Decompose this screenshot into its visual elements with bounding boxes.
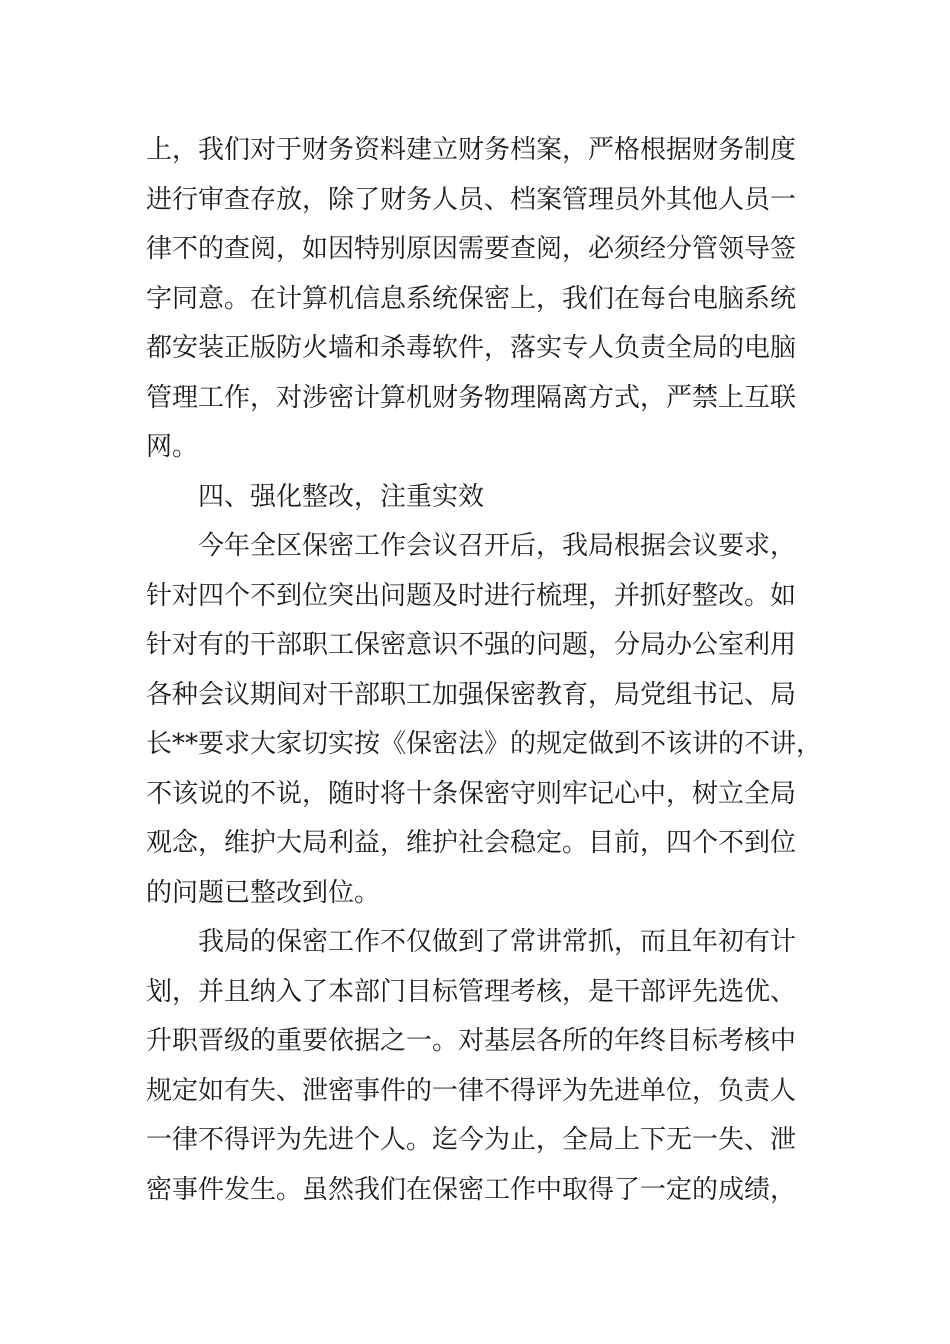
- text-line-11: 针对有的干部职工保密意识不强的问题，分局办公室利用: [146, 630, 797, 660]
- text-line-4: 字同意。在计算机信息系统保密上，我们在每台电脑系统: [146, 284, 797, 314]
- section-heading: 四、强化整改，注重实效: [198, 482, 485, 512]
- text-line-9: 今年全区保密工作会议召开后，我局根据会议要求，: [198, 531, 797, 561]
- text-line-19: 升职晋级的重要依据之一。对基层各所的年终目标考核中: [146, 1026, 797, 1056]
- text-line-10: 针对四个不到位突出问题及时进行梳理，并抓好整改。如: [146, 581, 797, 611]
- text-line-5: 都安装正版防火墙和杀毒软件，落实专人负责全局的电脑: [146, 333, 797, 363]
- text-line-21: 一律不得评为先进个人。迄今为止，全局上下无一失、泄: [146, 1125, 797, 1155]
- text-line-7: 网。: [146, 432, 199, 462]
- text-line-17: 我局的保密工作不仅做到了常讲常抓，而且年初有计: [198, 927, 797, 957]
- text-line-2: 进行审查存放，除了财务人员、档案管理员外其他人员一: [146, 185, 797, 215]
- text-line-12: 各种会议期间对干部职工加强保密教育，局党组书记、局: [146, 680, 797, 710]
- text-line-14: 不该说的不说，随时将十条保密守则牢记心中，树立全局: [146, 779, 797, 809]
- text-line-15: 观念，维护大局利益，维护社会稳定。目前，四个不到位: [146, 828, 797, 858]
- text-line-18: 划，并且纳入了本部门目标管理考核，是干部评先选优、: [146, 977, 797, 1007]
- text-line-20: 规定如有失、泄密事件的一律不得评为先进单位，负责人: [146, 1076, 797, 1106]
- text-line-6: 管理工作，对涉密计算机财务物理隔离方式，严禁上互联: [146, 383, 797, 413]
- text-line-22: 密事件发生。虽然我们在保密工作中取得了一定的成绩，: [146, 1175, 797, 1205]
- text-line-13: 长**要求大家切实按《保密法》的规定做到不该讲的不讲，: [146, 729, 823, 759]
- text-line-16: 的问题已整改到位。: [146, 878, 381, 908]
- text-line-3: 律不的查阅，如因特别原因需要查阅，必须经分管领导签: [146, 234, 797, 264]
- text-line-1: 上，我们对于财务资料建立财务档案，严格根据财务制度: [146, 135, 797, 165]
